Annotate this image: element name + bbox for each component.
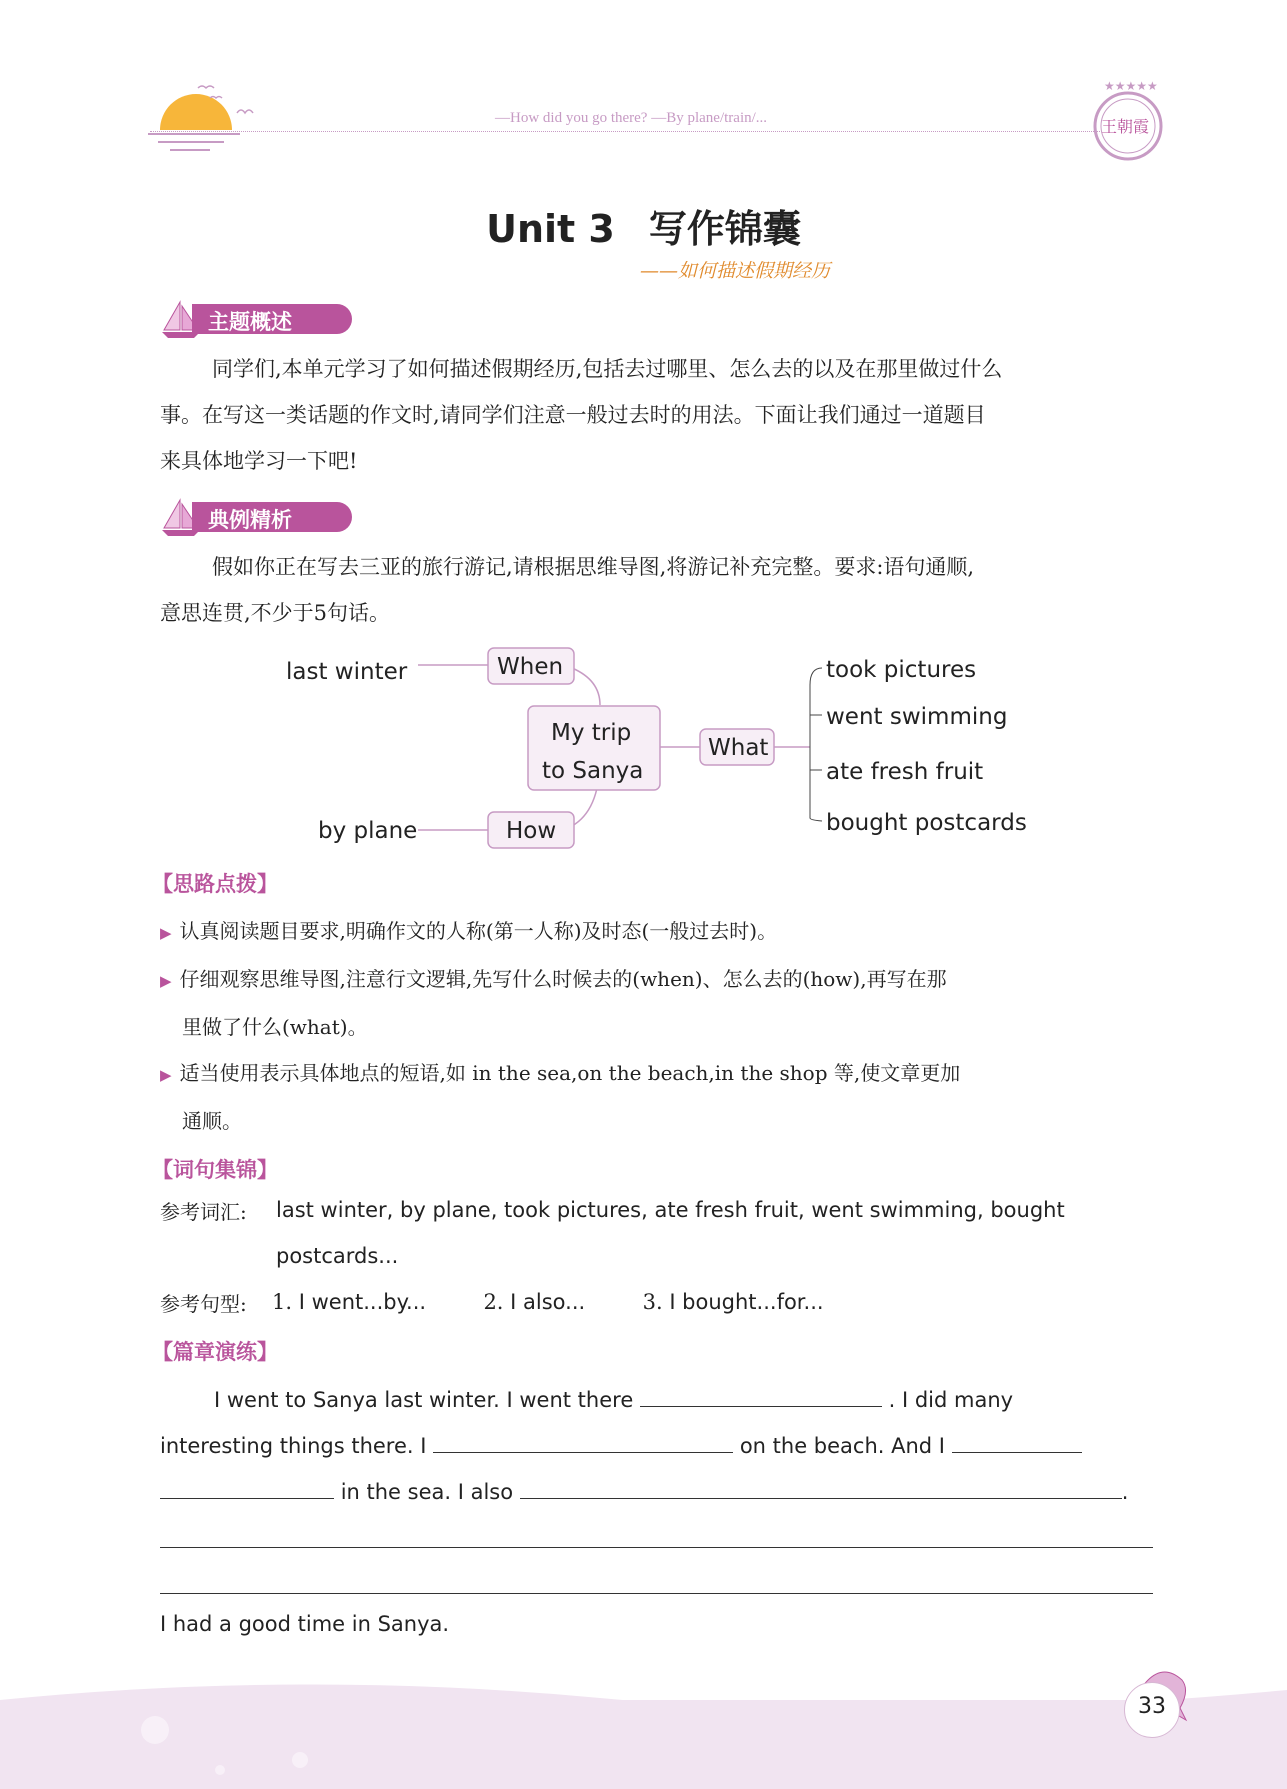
tip-item-cont: 里做了什么(what)。 [182, 1015, 368, 1039]
sun-logo [140, 70, 240, 160]
what-item: ate fresh fruit [826, 759, 984, 785]
example-line: 假如你正在写去三亚的旅行游记,请根据思维导图,将游记补充完整。要求:语句通顺, [212, 555, 975, 579]
when-value: last winter [286, 659, 408, 685]
answer-blank[interactable] [640, 1384, 882, 1407]
tip-item: ▶ 适当使用表示具体地点的短语,如 in the sea,on the beach,in the shop 等,使文章更加 [160, 1061, 961, 1085]
answer-blank[interactable] [160, 1476, 334, 1499]
bird-icon [235, 105, 255, 119]
tip-list [160, 908, 1170, 1144]
triangle-bullet-icon: ▶ [160, 924, 172, 942]
header-rule [150, 131, 1100, 132]
overview-line: 同学们,本单元学习了如何描述假期经历,包括去过哪里、怎么去的以及在那里做过什么 [212, 357, 1003, 381]
practice-heading: 【篇章演练】 [152, 1340, 278, 1364]
sentence-pattern: I also... [510, 1290, 586, 1314]
overview-line: 来具体地学习一下吧! [160, 449, 358, 473]
practice-line-1: I went to Sanya last winter. I went there . I did many [214, 1384, 1013, 1412]
svg-text:★★★★★: ★★★★★ [1104, 79, 1158, 93]
sentence-pattern: I bought...for... [669, 1290, 824, 1314]
overview-paragraph [160, 346, 1160, 484]
example-line: 意思连贯,不少于5句话。 [160, 601, 391, 625]
vocab-heading: 【词句集锦】 [152, 1158, 278, 1182]
when-label: When [497, 654, 564, 680]
practice-line-2: interesting things there. I on the beach. And I [160, 1430, 1082, 1458]
what-item: went swimming [826, 704, 1008, 730]
page-subtitle: ——如何描述假期经历 [640, 260, 831, 282]
what-label: What [708, 735, 769, 761]
publisher-seal-text: 王朝霞 [1101, 117, 1150, 136]
page-title [0, 198, 1287, 253]
page-number: 33 [1138, 1694, 1166, 1719]
vocab-words-line: postcards... [276, 1244, 399, 1268]
what-item: bought postcards [826, 810, 1027, 836]
topic-label: 写作锦囊 [648, 207, 801, 251]
closing-sentence: I had a good time in Sanya. [160, 1612, 450, 1636]
answer-line[interactable] [160, 1593, 1153, 1594]
unit-label: Unit 3 [486, 207, 615, 251]
how-label: How [506, 818, 557, 844]
how-value: by plane [318, 818, 418, 844]
overview-line: 事。在写这一类话题的作文时,请同学们注意一般过去时的用法。下面让我们通过一道题目 [160, 403, 986, 427]
footer-decoration [0, 1660, 1287, 1789]
center-line-1: My trip [551, 720, 632, 746]
answer-blank[interactable] [952, 1430, 1082, 1453]
tip-item: ▶ 仔细观察思维导图,注意行文逻辑,先写什么时候去的(when)、怎么去的(how),再写在那 [160, 967, 947, 991]
tip-item: ▶ 认真阅读题目要求,明确作文的人称(第一人称)及时态(一般过去时)。 [160, 919, 778, 943]
sentence-pattern: I went...by... [298, 1290, 427, 1314]
mind-map [270, 640, 1070, 860]
triangle-bullet-icon: ▶ [160, 1066, 172, 1084]
answer-blank[interactable] [520, 1476, 1122, 1499]
triangle-bullet-icon: ▶ [160, 972, 172, 990]
what-item: took pictures [826, 657, 977, 683]
section-heading-example: 典例精析 [160, 498, 360, 532]
vocab-sentences-label: 参考句型: [160, 1292, 247, 1316]
running-title: —How did you go there? —By plane/train/... [495, 110, 768, 126]
answer-line[interactable] [160, 1547, 1153, 1548]
answer-blank[interactable] [433, 1430, 733, 1453]
vocab-words-label: 参考词汇: [160, 1200, 247, 1224]
thinking-heading: 【思路点拨】 [152, 872, 278, 896]
practice-line-3: in the sea. I also . [160, 1476, 1128, 1504]
center-line-2: to Sanya [542, 758, 644, 784]
section-heading-overview: 主题概述 [160, 300, 360, 334]
tip-item-cont: 通顺。 [182, 1109, 242, 1133]
example-paragraph [160, 544, 1160, 636]
vocab-words-line: last winter, by plane, took pictures, ate fresh fruit, went swimming, bought [276, 1198, 1065, 1222]
sentence-patterns: 1. I went...by... 2. I also... 3. I bought...for... [272, 1290, 824, 1314]
